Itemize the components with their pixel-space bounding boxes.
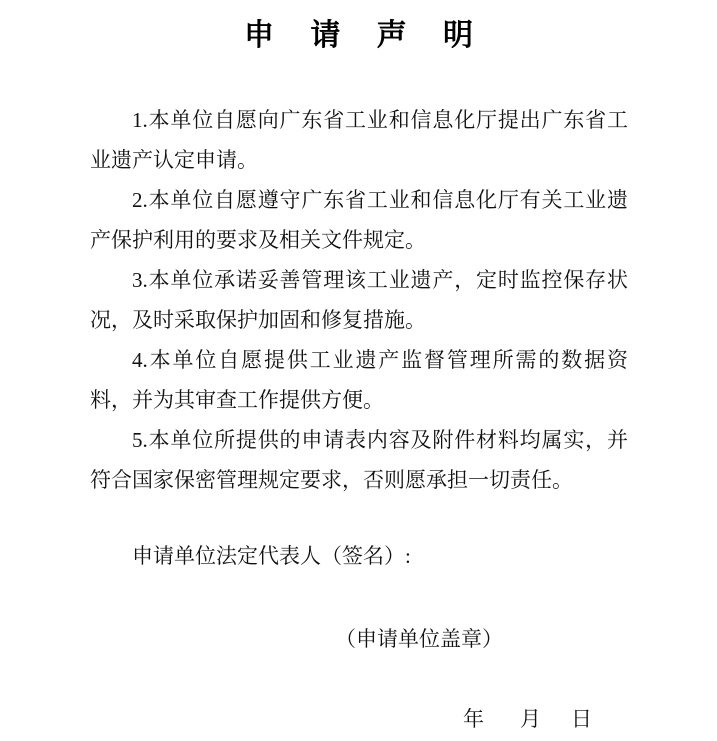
declaration-paragraph-2: 2.本单位自愿遵守广东省工业和信息化厅有关工业遗产保护利用的要求及相关文件规定。: [90, 188, 628, 252]
date-day-label: 日: [571, 707, 592, 731]
declaration-paragraph-4: 4.本单位自愿提供工业遗产监督管理所需的数据资料，并为其审查工作提供方便。: [90, 348, 628, 412]
declaration-paragraph-5: 5.本单位所提供的申请表内容及附件材料均属实，并符合国家保密管理规定要求，否则愿承担一切责任。: [90, 428, 628, 492]
date-line: [90, 699, 628, 739]
legal-representative-signature-label: 申请单位法定代表人（签名）:: [132, 544, 411, 568]
document-title: 申 请 声 明: [243, 19, 487, 52]
declaration-paragraph-3: 3.本单位承诺妥善管理该工业遗产，定时监控保存状况，及时采取保护加固和修复措施。: [90, 268, 628, 332]
date-year-label: 年: [463, 707, 484, 731]
declaration-body: [90, 100, 628, 739]
date-month-label: 月: [520, 707, 541, 731]
declaration-paragraph-1: 1.本单位自愿向广东省工业和信息化厅提出广东省工业遗产认定申请。: [90, 108, 628, 172]
unit-stamp-label: （申请单位盖章）: [335, 627, 503, 651]
